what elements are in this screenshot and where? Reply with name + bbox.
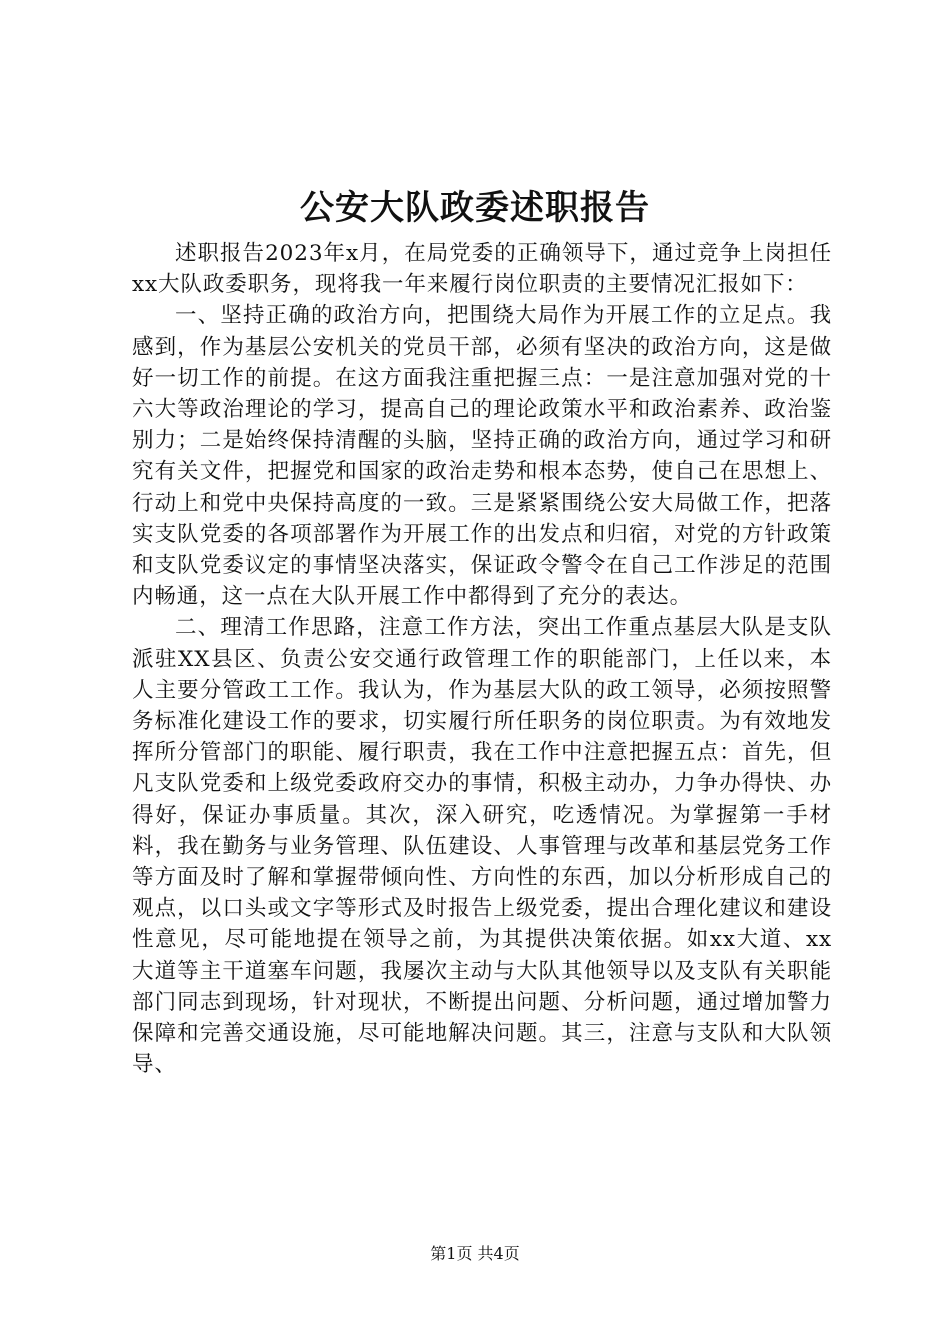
paragraph-section-two: 二、理清工作思路，注意工作方法，突出工作重点基层大队是支队派驻XX县区、负责公安交通行政管理工作的职能部门，上任以来，本人主要分管政工工作。我认为，作为基层大队的政工领导，必须按照警务标准化建设工作的要求，切实履行所任职务的岗位职责。为有效地发挥所分管部门的职能、履行职责，我在工作中注意把握五点：首先，但凡支队党委和上级党委政府交办的事情，积极主动办，力争办得快、办得好，保证办事质量。其次，深入研究，吃透情况。为掌握第一手材料，我在勤务与业务管理、队伍建设、人事管理与改革和基层党务工作等方面及时了解和掌握带倾向性、方向性的东西，加以分析形成自己的观点，以口头或文字等形式及时报告上级党委，提出合理化建议和建设性意见，尽可能地提在领导之前，为其提供决策依据。如xx大道、xx大道等主干道塞车问题，我屡次主动与大队其他领导以及支队有关职能部门同志到现场，针对现状，不断提出问题、分析问题，通过增加警力保障和完善交通设施，尽可能地解决问题。其三，注意与支队和大队领导、	[132, 615, 832, 1078]
document-body	[132, 238, 832, 1080]
page-number-footer: 第1页 共4页	[430, 1244, 520, 1263]
paragraph-section-one: 一、坚持正确的政治方向，把围绕大局作为开展工作的立足点。我感到，作为基层公安机关的党员干部，必须有坚决的政治方向，这是做好一切工作的前提。在这方面我注重把握三点：一是注意加强对党的十六大等政治理论的学习，提高自己的理论政策水平和政治素养、政治鉴别力；二是始终保持清醒的头脑，坚持正确的政治方向，通过学习和研究有关文件，把握党和国家的政治走势和根本态势，使自己在思想上、行动上和党中央保持高度的一致。三是紧紧围绕公安大局做工作，把落实支队党委的各项部署作为开展工作的出发点和归宿，对党的方针政策和支队党委议定的事情坚决落实，保证政令警令在自己工作涉足的范围内畅通，这一点在大队开展工作中都得到了充分的表达。	[132, 303, 832, 610]
document-title: 公安大队政委述职报告	[300, 188, 650, 228]
paragraph-intro: 述职报告2023年x月，在局党委的正确领导下，通过竞争上岗担任xx大队政委职务，现将我一年来履行岗位职责的主要情况汇报如下：	[132, 241, 832, 298]
